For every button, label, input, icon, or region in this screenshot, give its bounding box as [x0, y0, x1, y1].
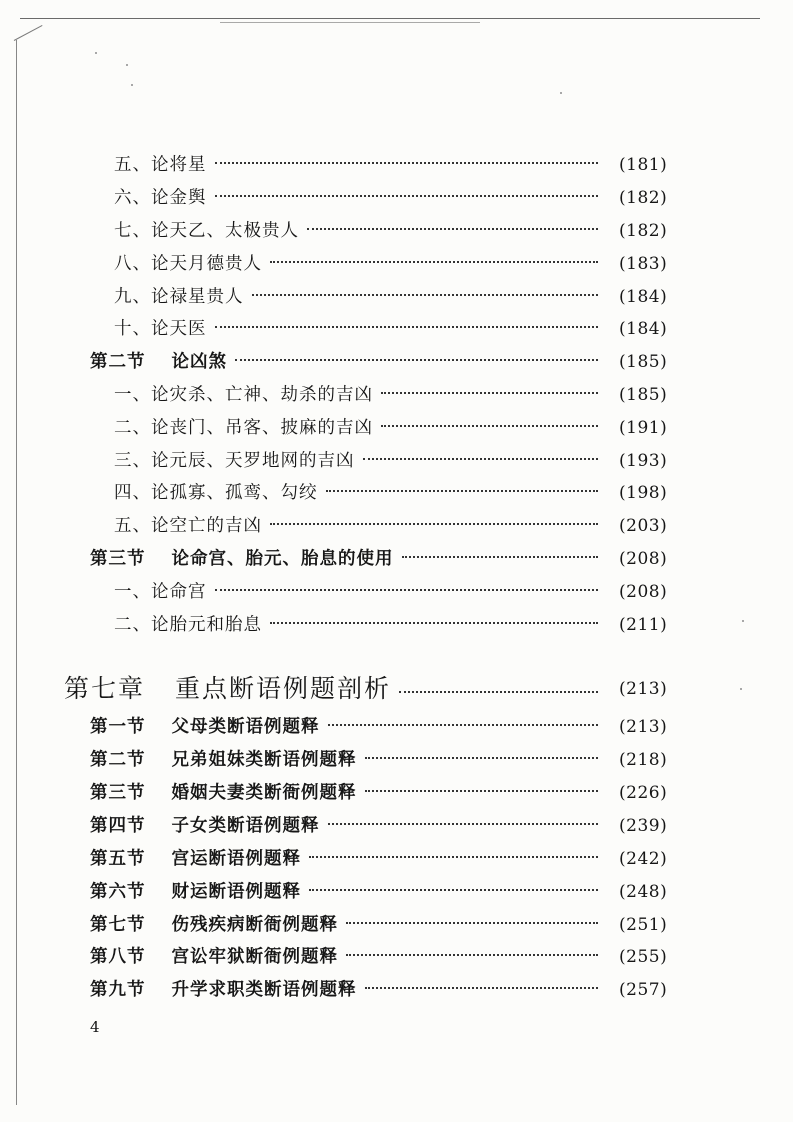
section-heading — [90, 346, 227, 378]
section-heading — [90, 843, 301, 875]
page-ref: (248) — [619, 882, 668, 902]
section-heading — [90, 941, 338, 973]
section-number: 第五节 — [90, 849, 146, 869]
section-heading — [90, 810, 320, 842]
dot-leader — [402, 556, 598, 558]
section-title: 宫讼牢狱断衙例题释 — [171, 947, 338, 967]
page-ref: (213) — [619, 679, 668, 699]
section-heading — [90, 744, 357, 776]
toc-item — [0, 379, 793, 411]
page-ref: (193) — [619, 451, 668, 471]
dot-leader — [328, 823, 598, 825]
dot-leader — [381, 425, 598, 427]
section-title: 财运断语例题释 — [171, 882, 301, 902]
section-title: 论命宫、胎元、胎息的使用 — [171, 549, 394, 569]
section-title: 父母类断语例题释 — [171, 717, 320, 737]
dot-leader — [346, 954, 598, 956]
section-number: 第三节 — [90, 783, 146, 803]
section-title: 宫运断语例题释 — [171, 849, 301, 869]
page-ref: (208) — [619, 582, 668, 602]
dot-leader — [307, 228, 598, 230]
section-number: 第七节 — [90, 915, 146, 935]
dot-leader — [328, 724, 598, 726]
page-ref: (198) — [619, 483, 668, 503]
dot-leader — [215, 162, 598, 164]
section-heading — [90, 777, 357, 809]
page-ref: (181) — [619, 155, 668, 175]
page-ref: (251) — [619, 915, 668, 935]
section-number: 第六节 — [90, 882, 146, 902]
toc-item-label: 九、论禄星贵人 — [114, 287, 244, 307]
toc-section — [0, 810, 793, 842]
section-number: 第九节 — [90, 980, 146, 1000]
toc-section — [0, 909, 793, 941]
toc-item-label: 一、论灾杀、亡神、劫杀的吉凶 — [114, 385, 373, 405]
dot-leader — [399, 691, 598, 693]
toc-item — [0, 248, 793, 280]
toc-item-label: 五、论将星 — [114, 155, 207, 175]
toc-section — [0, 941, 793, 973]
page-ref: (183) — [619, 254, 668, 274]
dot-leader — [365, 987, 598, 989]
section-number: 第一节 — [90, 717, 146, 737]
dot-leader — [270, 523, 598, 525]
section-title: 子女类断语例题释 — [171, 816, 320, 836]
toc-item — [0, 313, 793, 345]
toc-item-label: 十、论天医 — [114, 319, 207, 339]
page-ref: (203) — [619, 516, 668, 536]
chapter-heading — [64, 667, 391, 711]
toc-item-label: 二、论丧门、吊客、披麻的吉凶 — [114, 418, 373, 438]
page-ref: (242) — [619, 849, 668, 869]
section-number: 第二节 — [90, 352, 146, 372]
dot-leader — [215, 326, 598, 328]
section-number: 第三节 — [90, 549, 146, 569]
dot-leader — [309, 889, 598, 891]
section-title: 伤残疾病断衙例题释 — [171, 915, 338, 935]
toc-item — [0, 609, 793, 641]
toc-item — [0, 281, 793, 313]
section-heading — [90, 876, 301, 908]
toc-section — [0, 777, 793, 809]
toc-item-label: 一、论命宫 — [114, 582, 207, 602]
toc-item-label: 五、论空亡的吉凶 — [114, 516, 262, 536]
dot-leader — [270, 622, 598, 624]
toc-item — [0, 412, 793, 444]
chapter-title: 重点断语例题剖析 — [175, 674, 392, 703]
page-ref: (184) — [619, 319, 668, 339]
toc-item-label: 三、论元辰、天罗地网的吉凶 — [114, 451, 355, 471]
chapter-number: 第七章 — [64, 674, 146, 703]
toc-section — [0, 744, 793, 776]
page-ref: (191) — [619, 418, 668, 438]
toc-section — [0, 876, 793, 908]
section-number: 第二节 — [90, 750, 146, 770]
page-ref: (185) — [619, 352, 668, 372]
toc-section — [0, 711, 793, 743]
page-ref: (239) — [619, 816, 668, 836]
page-ref: (184) — [619, 287, 668, 307]
toc-section — [0, 346, 793, 378]
section-title: 升学求职类断语例题释 — [171, 980, 357, 1000]
toc-item — [0, 182, 793, 214]
dot-leader — [252, 294, 598, 296]
page-ref: (208) — [619, 549, 668, 569]
dot-leader — [309, 856, 598, 858]
toc-item — [0, 510, 793, 542]
scan-speck — [560, 92, 562, 94]
section-heading — [90, 543, 394, 575]
page-ref: (185) — [619, 385, 668, 405]
page-ref: (226) — [619, 783, 668, 803]
toc-item — [0, 576, 793, 608]
scan-mark — [14, 25, 43, 41]
scan-speck — [95, 52, 97, 54]
toc-section — [0, 843, 793, 875]
dot-leader — [215, 195, 598, 197]
dot-leader — [215, 589, 598, 591]
section-number: 第八节 — [90, 947, 146, 967]
page-ref: (182) — [619, 188, 668, 208]
dot-leader — [235, 359, 598, 361]
toc-item — [0, 477, 793, 509]
section-heading — [90, 711, 320, 743]
scan-edge-top — [20, 18, 760, 19]
scan-speck — [126, 64, 128, 66]
section-heading — [90, 909, 338, 941]
toc-section — [0, 974, 793, 1006]
toc-item-label: 六、论金舆 — [114, 188, 207, 208]
toc-item — [0, 445, 793, 477]
toc-item-label: 七、论天乙、太极贵人 — [114, 221, 299, 241]
page-ref: (182) — [619, 221, 668, 241]
section-heading — [90, 974, 357, 1006]
page-ref: (211) — [619, 615, 668, 635]
section-title: 兄弟姐妹类断语例题释 — [171, 750, 357, 770]
page-ref: (213) — [619, 717, 668, 737]
page-number: 4 — [90, 1018, 100, 1036]
dot-leader — [346, 922, 598, 924]
section-title: 论凶煞 — [171, 352, 227, 372]
dot-leader — [365, 757, 598, 759]
dot-leader — [381, 392, 598, 394]
toc-chapter — [0, 667, 793, 711]
page-ref: (218) — [619, 750, 668, 770]
toc-section — [0, 543, 793, 575]
dot-leader — [270, 261, 598, 263]
toc-item-label: 八、论天月德贵人 — [114, 254, 262, 274]
section-title: 婚姻夫妻类断衙例题释 — [171, 783, 357, 803]
scan-edge-top-faint — [220, 22, 480, 23]
page-ref: (255) — [619, 947, 668, 967]
toc-item-label: 二、论胎元和胎息 — [114, 615, 262, 635]
dot-leader — [365, 790, 598, 792]
section-number: 第四节 — [90, 816, 146, 836]
dot-leader — [363, 458, 598, 460]
scan-speck — [131, 84, 133, 86]
toc-item — [0, 149, 793, 181]
toc-item — [0, 215, 793, 247]
dot-leader — [326, 490, 598, 492]
page-ref: (257) — [619, 980, 668, 1000]
toc-item-label: 四、论孤寡、孤鸾、勾绞 — [114, 483, 318, 503]
